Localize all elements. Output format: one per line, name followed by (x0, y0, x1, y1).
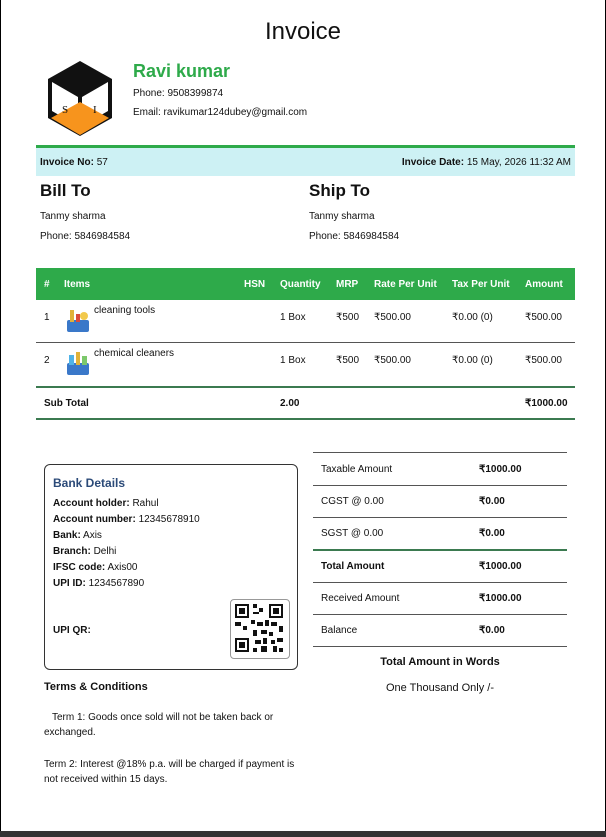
item-quantity: 1 Box (280, 312, 306, 323)
summary-row-sgst: SGST @ 0.00 ₹0.00 (321, 528, 505, 539)
item-quantity: 1 Box (280, 355, 306, 366)
item-tax: ₹0.00 (0) (452, 355, 493, 366)
items-table-header (36, 268, 575, 300)
qr-code-icon (231, 600, 287, 656)
company-email: Email: ravikumar124dubey@gmail.com (133, 107, 308, 118)
ship-to-name: Tanmy sharma (309, 211, 375, 222)
subtotal-row (36, 388, 575, 418)
summary-row-total: Total Amount ₹1000.00 (321, 561, 522, 572)
item-rate: ₹500.00 (374, 355, 411, 366)
logo-letter-i: I (93, 104, 97, 116)
logo-letter-s: S (62, 104, 69, 116)
summary-row-taxable: Taxable Amount ₹1000.00 (321, 464, 522, 475)
account-holder: Account holder: Rahul (53, 498, 159, 509)
summary-row-cgst: CGST @ 0.00 ₹0.00 (321, 496, 505, 507)
item-name: cleaning tools (94, 305, 156, 316)
bank-branch: Branch: Delhi (53, 546, 117, 557)
header-tax: Tax Per Unit (452, 279, 510, 290)
row-number: 2 (44, 355, 50, 366)
header-hsn: HSN (244, 279, 266, 290)
amount-in-words-value: One Thousand Only /- (385, 682, 495, 694)
subtotal-amount: ₹1000.00 (525, 398, 568, 409)
header-quantity: Quantity (280, 279, 321, 290)
bank-details-box (44, 464, 298, 670)
header-mrp: MRP (336, 279, 359, 290)
header-number: # (44, 279, 50, 290)
upi-qr-code (230, 599, 290, 659)
terms-title: Terms & Conditions (44, 681, 148, 693)
term-1: Term 1: Goods once sold will not be taken back or exchanged. (44, 712, 274, 738)
table-row (36, 343, 575, 385)
item-amount: ₹500.00 (525, 355, 562, 366)
company-logo-icon (45, 58, 115, 142)
term-2: Term 2: Interest @18% p.a. will be charged if payment is not received within 15 days. (44, 759, 295, 785)
invoice-date: Invoice Date: 15 May, 2026 11:32 AM (401, 157, 571, 168)
subtotal-quantity: 2.00 (280, 398, 300, 409)
summary-row-received: Received Amount ₹1000.00 (321, 593, 522, 604)
table-row (36, 300, 575, 342)
item-mrp: ₹500 (336, 355, 360, 366)
upi-qr-label: UPI QR: (53, 625, 91, 636)
header-rate: Rate Per Unit (374, 279, 437, 290)
bank-details-title: Bank Details (53, 476, 126, 490)
subtotal-divider-bottom (36, 418, 575, 420)
header-items: Items (64, 279, 91, 290)
ship-to-phone: Phone: 5846984584 (309, 231, 400, 242)
chemical-cleaners-icon (64, 349, 92, 377)
item-name: chemical cleaners (94, 348, 175, 359)
bank-name: Bank: Axis (53, 530, 102, 541)
bill-to-phone: Phone: 5846984584 (40, 231, 131, 242)
ship-to-heading: Ship To (309, 181, 371, 200)
item-tax: ₹0.00 (0) (452, 312, 493, 323)
bottom-bar (0, 831, 606, 837)
invoice-meta-bar (36, 145, 575, 176)
item-mrp: ₹500 (336, 312, 360, 323)
page-title: Invoice (264, 18, 342, 45)
cleaning-tools-icon (64, 306, 92, 334)
summary-row-balance: Balance ₹0.00 (321, 625, 505, 636)
bill-to-heading: Bill To (40, 181, 91, 200)
subtotal-label: Sub Total (44, 398, 89, 409)
summary-divider (313, 646, 567, 647)
company-name: Ravi kumar (133, 61, 231, 81)
account-number: Account number: 12345678910 (53, 514, 200, 525)
amount-in-words-title: Total Amount in Words (380, 656, 500, 668)
upi-id: UPI ID: 1234567890 (53, 578, 145, 589)
company-phone: Phone: 9508399874 (133, 88, 224, 99)
bill-to-name: Tanmy sharma (40, 211, 106, 222)
ifsc-code: IFSC code: Axis00 (53, 562, 138, 573)
invoice-number: Invoice No: 57 (40, 157, 108, 168)
item-rate: ₹500.00 (374, 312, 411, 323)
row-number: 1 (44, 312, 50, 323)
item-amount: ₹500.00 (525, 312, 562, 323)
header-amount: Amount (525, 279, 563, 290)
